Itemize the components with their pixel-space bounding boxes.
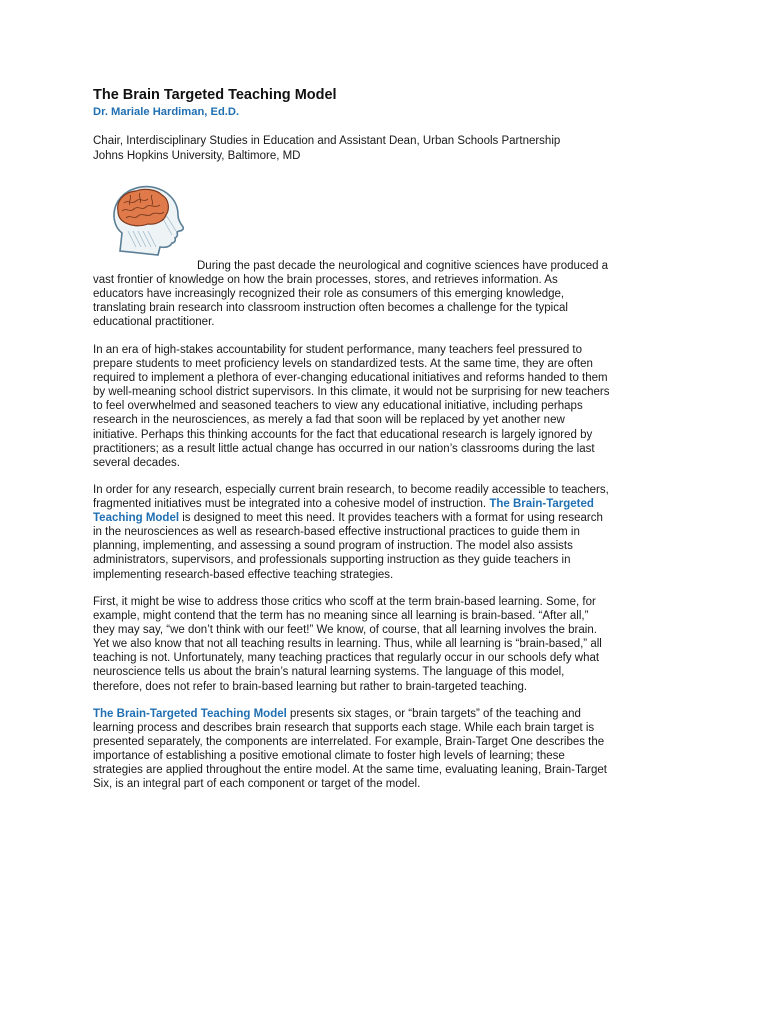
affiliation [93, 134, 673, 164]
paragraph-line: learning process and describes brain research that supports each stage. While each brain target is [93, 722, 595, 735]
paragraph-2 [93, 343, 609, 470]
paragraph-line: neuroscience tells us about the brain’s natural learning systems. The language of this model, [93, 666, 565, 679]
paragraph-line: administrators, supervisors, and professionals supporting instruction as they guide teachers in [93, 554, 571, 567]
paragraph-line: strategies are applied throughout the entire model. At the same time, evaluating leaning, Brain-Target [93, 764, 607, 777]
paragraph-line: translating brain research into classroom instruction often becomes a challenge for the typical [93, 302, 568, 315]
paragraph-line: Yet we also know that not all teaching results in learning. Thus, while all learning is “brain-based,” all [93, 638, 602, 651]
document-page [93, 86, 673, 791]
paragraph-line: planning, implementing, and assessing a sound program of instruction. The model also assists [93, 540, 573, 553]
paragraph-line: vast frontier of knowledge on how the brain processes, stores, and retrieves information. As [93, 274, 558, 287]
paragraph-text: is designed to meet this need. It provides teachers with a format for using research [179, 512, 603, 525]
paragraph-line: importance of establishing a positive emotional climate to foster high levels of learning; these [93, 750, 565, 763]
author-name: Dr. Mariale Hardiman, Ed.D. [93, 106, 240, 118]
paragraph-line: educational practitioner. [93, 316, 215, 329]
paragraph-line: implementing research-based effective teaching strategies. [93, 568, 394, 581]
paragraph-line: initiative. Perhaps this thinking accounts for the fact that educational research is largely ignored by [93, 428, 593, 441]
paragraph-line: During the past decade the neurological and cognitive sciences have produced a [197, 260, 609, 272]
paragraph-line: teaching is not. Unfortunately, many teaching practices that regularly occur in our schools defy what [93, 652, 600, 665]
paragraph-line: in the neurosciences as well as research-based effective instructional practices to guide them in [93, 526, 580, 539]
paragraph-line: example, might contend that the term has no meaning since all learning is brain-based. “After all,” [93, 610, 589, 623]
model-link[interactable]: The Brain-Targeted [489, 498, 594, 511]
paragraph-line: several decades. [93, 456, 180, 469]
affiliation-line-2: Johns Hopkins University, Baltimore, MD [93, 150, 301, 162]
paragraph-line: to feel overwhelmed and seasoned teachers to view any educational initiative, including perhaps [93, 400, 583, 413]
paragraph-line [93, 511, 609, 525]
paragraph-line: First, it might be wise to address those critics who scoff at the term brain-based learning. Some, for [93, 596, 596, 608]
paragraph-line: In order for any research, especially current brain research, to become readily accessible to teachers, [93, 484, 609, 496]
paragraph-line: by well-meaning school district supervisors. In this climate, it would not be surprising for new teachers [93, 386, 610, 399]
paragraph-text: fragmented initiatives must be integrated into a cohesive model of instruction. [93, 498, 490, 511]
paragraph-text: presents six stages, or “brain targets” of the teaching and [286, 708, 581, 720]
paragraph-5 [93, 707, 607, 792]
paragraph-line: practitioners; as a result little actual change has occurred in our nation’s classrooms during the last [93, 442, 595, 455]
affiliation-line-1: Chair, Interdisciplinary Studies in Education and Assistant Dean, Urban Schools Partnership [93, 135, 561, 147]
paragraph-line: presented separately, the components are interrelated. For example, Brain-Target One describes the [93, 736, 605, 749]
paragraph-line: Six, is an integral part of each component or target of the model. [93, 778, 421, 791]
paragraph-line: they may say, “we don’t think with our feet!” We know, of course, that all learning involves the brain. [93, 624, 597, 637]
paragraph-1 [93, 259, 608, 329]
brain-head-icon [106, 181, 186, 261]
paragraph-line: prepare students to meet proficiency levels on standardized tests. At the same time, they are often [93, 358, 593, 371]
paragraph-line [93, 707, 607, 721]
paragraph-line: therefore, does not refer to brain-based learning but rather to brain-targeted teaching. [93, 680, 528, 693]
document-title: The Brain Targeted Teaching Model [93, 87, 337, 103]
model-link[interactable]: The Brain-Targeted Teaching Model [93, 708, 287, 720]
model-link[interactable]: Teaching Model [93, 512, 180, 525]
paragraph-line: In an era of high-stakes accountability for student performance, many teachers feel pressured to [93, 344, 583, 356]
paragraph-line: educators have increasingly recognized their role as consumers of this emerging knowledge, [93, 288, 565, 301]
paragraph-line: research in the neurosciences, as merely a fad that soon will be replaced by yet another new [93, 414, 565, 427]
paragraph-4 [93, 595, 602, 694]
paragraph-line: required to implement a plethora of ever-changing educational initiatives and reforms handed to them [93, 372, 608, 385]
paragraph-line [93, 497, 609, 511]
paragraph-3 [93, 483, 609, 582]
